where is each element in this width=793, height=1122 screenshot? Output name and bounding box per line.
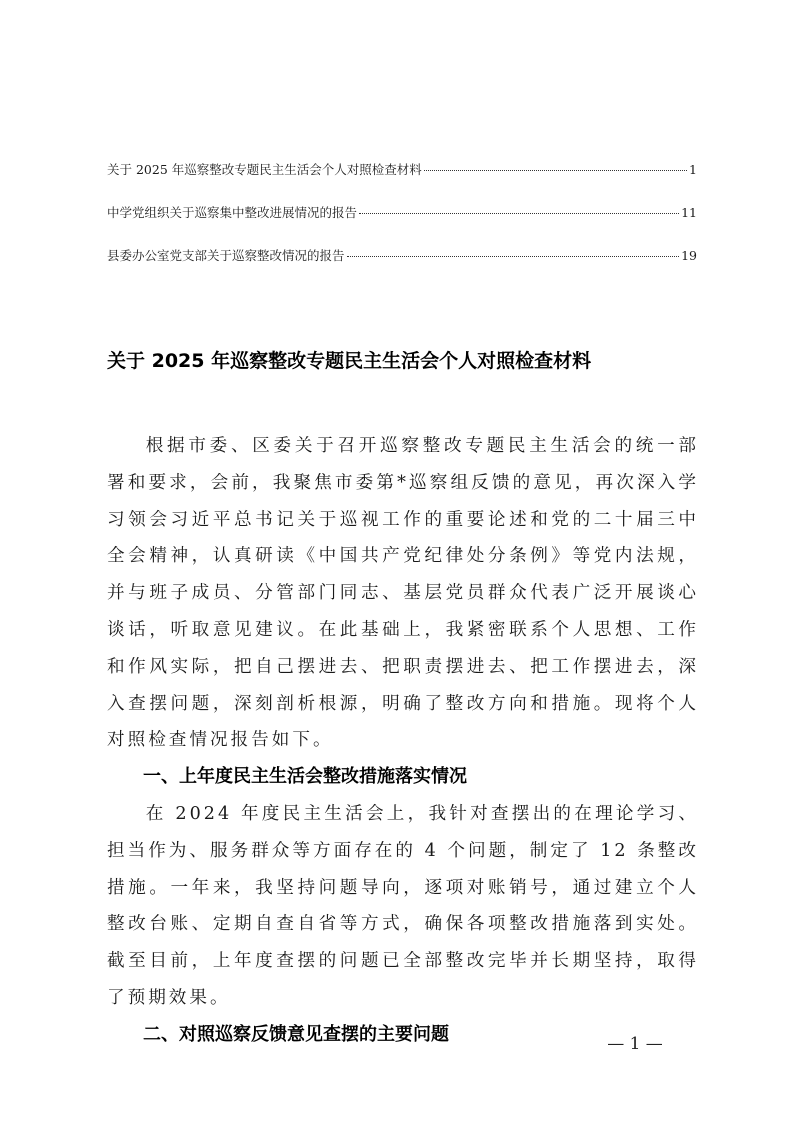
toc-dot-leader (359, 212, 679, 214)
document-title: 关于 2025 年巡察整改专题民主生活会个人对照检查材料 (107, 349, 592, 372)
toc-entry[interactable] (107, 160, 697, 203)
toc-entry-title: 县委办公室党支部关于巡察整改情况的报告 (107, 248, 345, 263)
toc-entry-page: 1 (689, 162, 697, 177)
table-of-contents (107, 160, 697, 289)
document-body (107, 428, 699, 1054)
section-1-paragraph: 在 2024 年度民主生活会上，我针对查摆出的在理论学习、担当作为、服务群众等方面存在的 4 个问题，制定了 12 条整改措施。一年来，我坚持问题导向，逐项对账销号，通过建立个人整改台账、定期自查自省等方式，确保各项整改措施落到实处。截至目前，上年度查摆的问题已全部整改完毕并长期坚持，取得了预期效果。 (107, 803, 699, 1008)
intro-paragraph: 根据市委、区委关于召开巡察整改专题民主生活会的统一部署和要求，会前，我聚焦市委第*巡察组反馈的意见，再次深入学习领会习近平总书记关于巡视工作的重要论述和党的二十届三中全会精神，认真研读《中国共产党纪律处分条例》等党内法规，并与班子成员、分管部门同志、基层党员群众代表广泛开展谈心谈话，听取意见建议。在此基础上，我紧密联系个人思想、工作和作风实际，把自己摆进去、把职责摆进去、把工作摆进去，深入查摆问题，深刻剖析根源，明确了整改方向和措施。现将个人对照检查情况报告如下。 (107, 436, 699, 751)
toc-entry-title: 中学党组织关于巡察集中整改进展情况的报告 (107, 205, 358, 220)
toc-entry[interactable] (107, 203, 697, 246)
toc-entry-title: 关于 2025 年巡察整改专题民主生活会个人对照检查材料 (107, 162, 422, 177)
toc-entry-page: 19 (681, 248, 697, 263)
toc-entry[interactable] (107, 246, 697, 289)
page-number: — 1 — (607, 1034, 663, 1054)
section-heading-2: 二、对照巡察反馈意见查摆的主要问题 (143, 1023, 449, 1045)
toc-dot-leader (347, 255, 680, 257)
section-heading-1: 一、上年度民主生活会整改措施落实情况 (143, 766, 467, 788)
toc-dot-leader (424, 169, 687, 171)
toc-entry-page: 11 (681, 205, 697, 220)
